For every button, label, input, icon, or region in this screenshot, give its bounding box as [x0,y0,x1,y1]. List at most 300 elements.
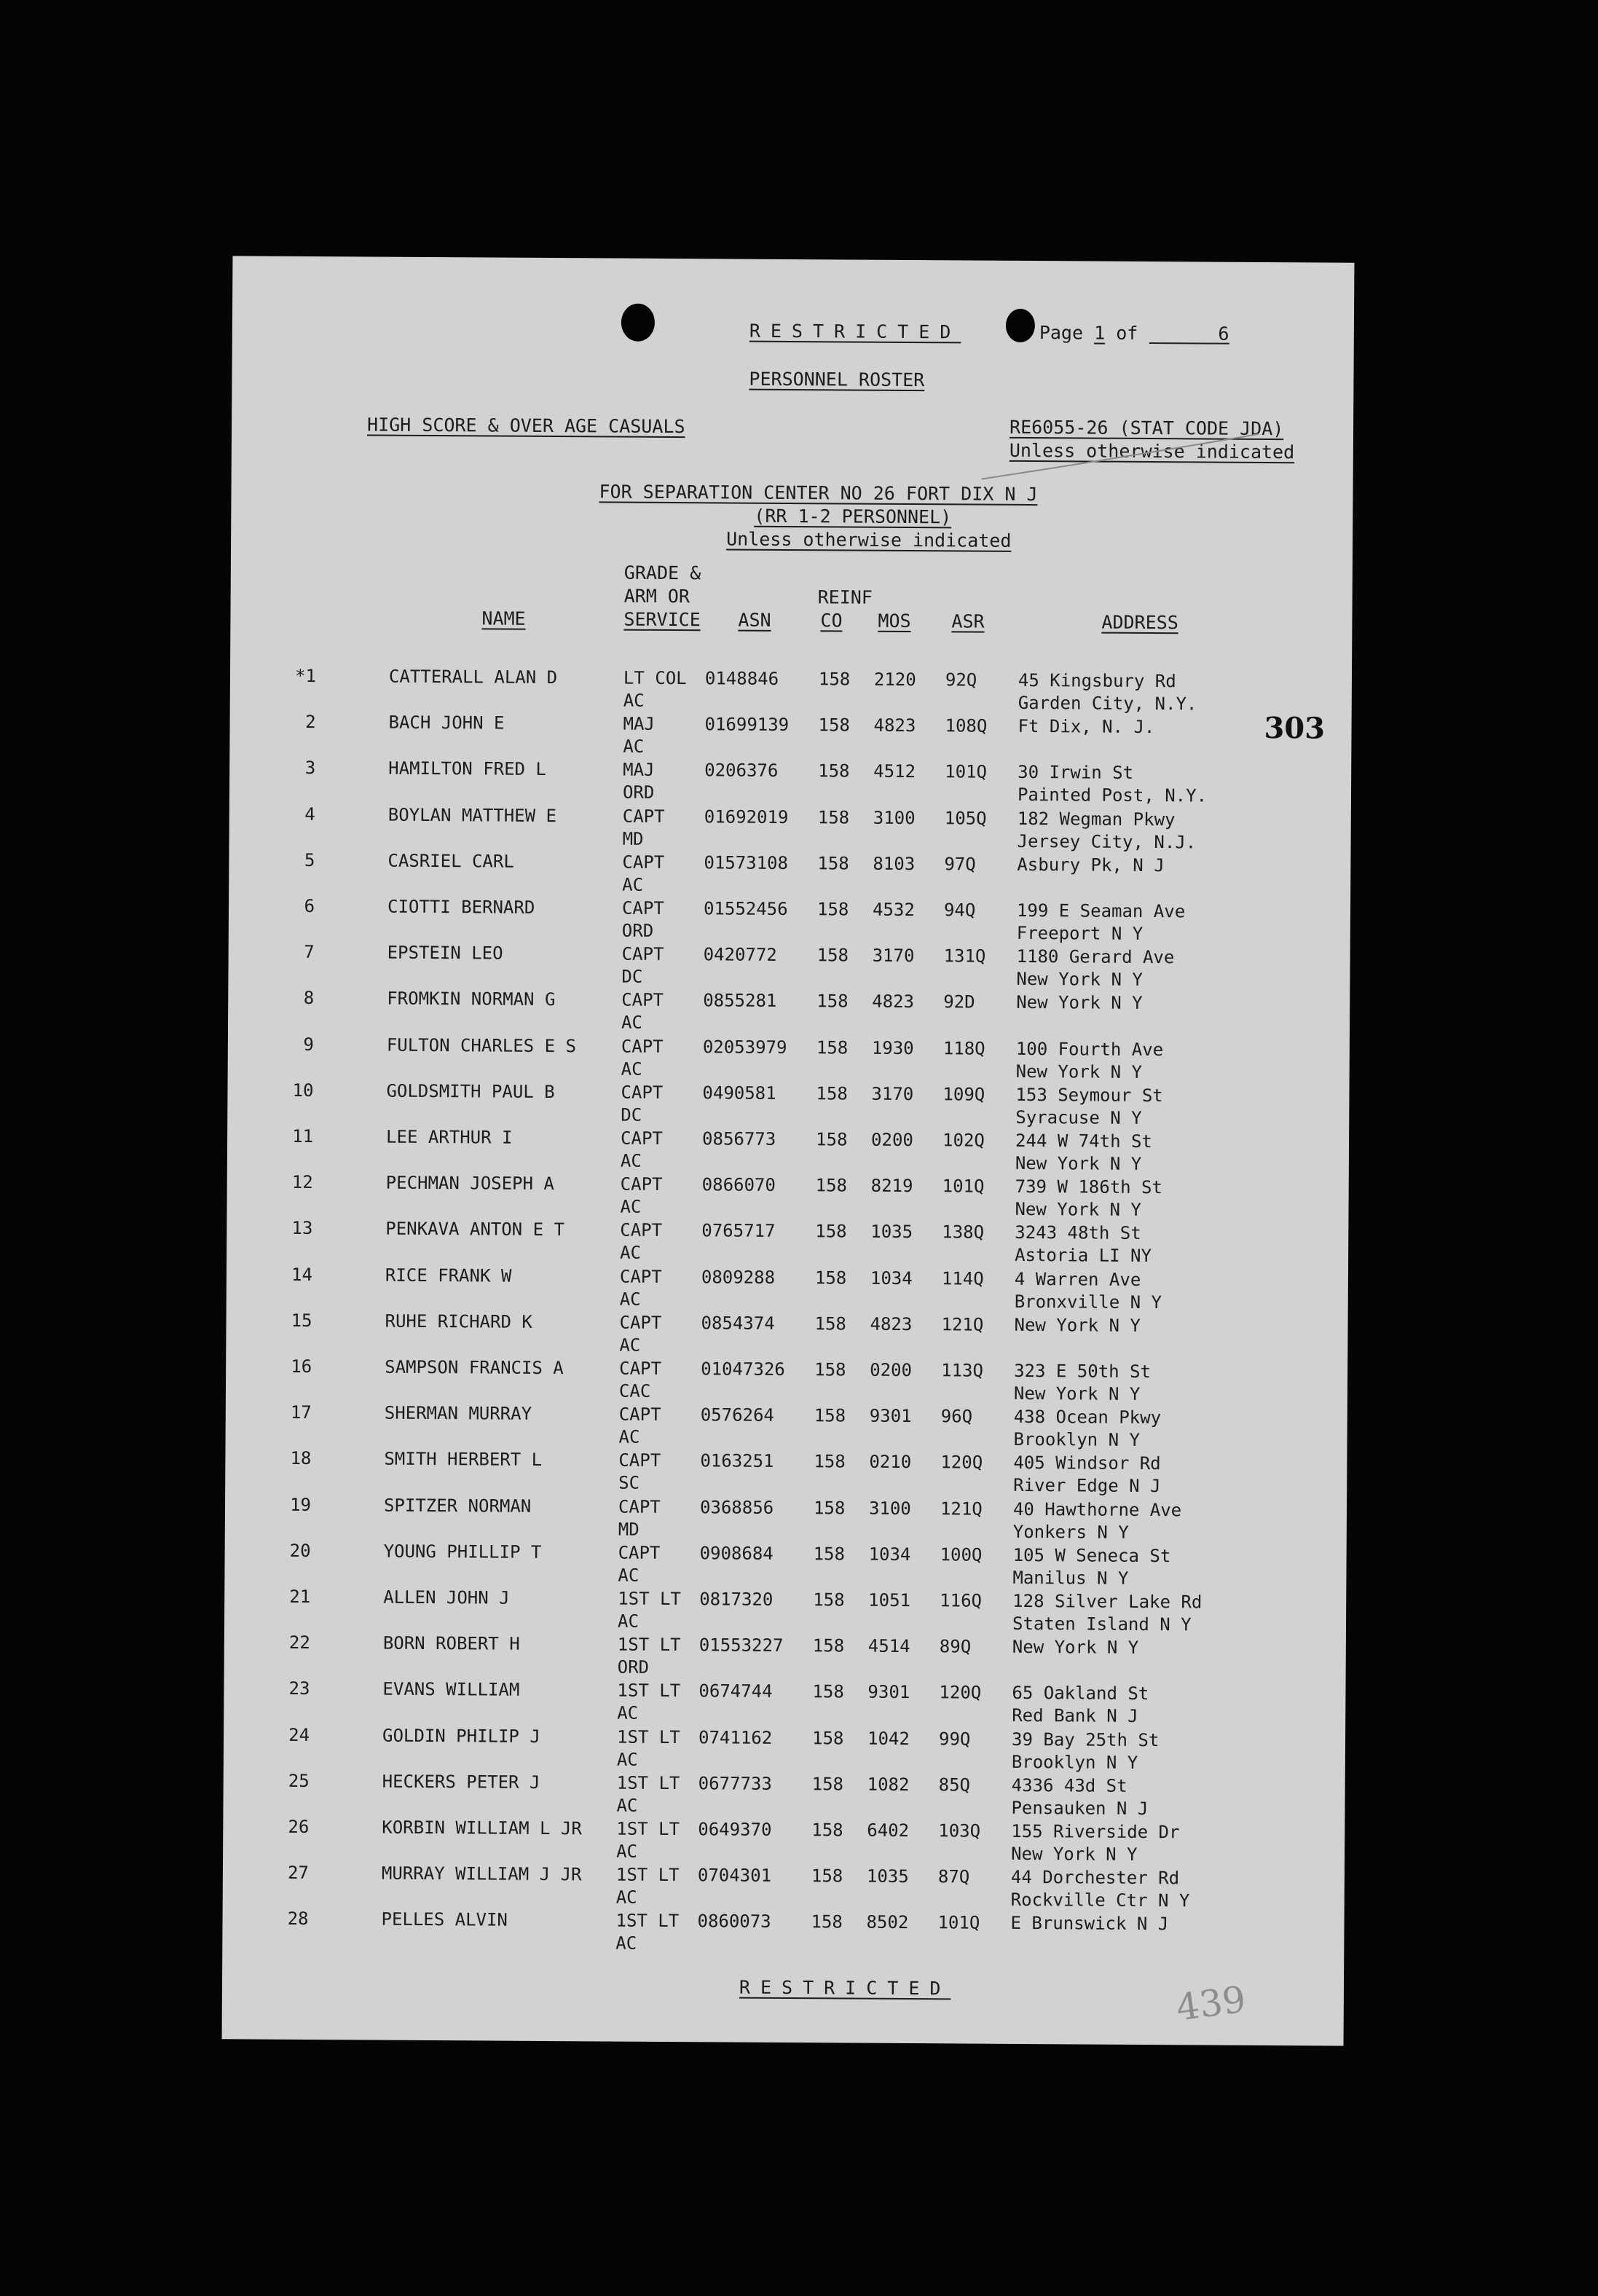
row-mos: 1034 [870,1267,913,1289]
row-address-line2: Painted Post, N.Y. [1017,785,1208,806]
row-mos: 4823 [870,1313,913,1334]
row-arm: AC [618,1565,639,1586]
row-name: ALLEN JOHN J [383,1587,510,1608]
row-address-line1: 739 W 186th St [1015,1176,1163,1198]
row-grade: CAPT [618,1404,661,1426]
row-asr: 92Q [945,669,977,691]
row-co: 158 [813,1544,846,1565]
row-asn: 0674744 [698,1680,773,1702]
row-co: 158 [811,1727,844,1749]
row-asr: 116Q [940,1590,983,1611]
row-arm: AC [619,1289,641,1310]
row-grade: CAPT [621,1082,664,1103]
row-number: 18 [290,1448,312,1469]
row-arm: AC [617,1702,639,1724]
roster-page [222,256,1355,2045]
row-mos: 8103 [873,853,916,874]
row-asn: 0809288 [701,1266,776,1288]
row-arm: AC [619,1334,641,1356]
row-mos: 0200 [871,1129,913,1151]
row-co: 158 [814,1451,846,1472]
page-number: 1 [1094,322,1106,344]
row-grade: MAJ [623,713,656,735]
row-asn: 01699139 [704,714,790,736]
row-co: 158 [816,1129,848,1150]
row-asr: 138Q [942,1222,985,1243]
row-asr: 99Q [938,1728,971,1750]
row-grade: LT COL [623,667,687,689]
row-number: 9 [303,1034,314,1055]
row-address-line1: 100 Fourth Ave [1015,1038,1164,1060]
row-number: 19 [290,1494,312,1515]
row-address-line2: New York N Y [1016,969,1143,991]
row-asn: 0817320 [699,1589,774,1610]
row-address-line1: 30 Irwin St [1018,762,1134,784]
row-address-line1: 4 Warren Ave [1014,1268,1141,1290]
row-address-line2: New York N Y [1013,1383,1141,1404]
row-arm: ORD [617,1656,650,1678]
row-address-line2: Rockville Ctr N Y [1010,1890,1190,1911]
row-name: EPSTEIN LEO [387,942,503,964]
punch-hole [1006,309,1035,342]
row-name: CASRIEL CARL [387,850,514,872]
row-name: YOUNG PHILLIP T [383,1541,542,1562]
row-grade: 1ST LT [615,1910,680,1932]
row-asr: 131Q [943,945,986,967]
row-name: PENKAVA ANTON E T [385,1219,565,1241]
row-asr: 85Q [938,1774,971,1796]
row-asr: 92D [943,991,975,1013]
col-mos: MOS [878,610,911,632]
row-grade: CAPT [619,1312,662,1333]
row-asr: 94Q [943,900,976,921]
row-arm: AC [621,1058,642,1080]
row-mos: 2120 [873,669,916,691]
row-co: 158 [811,1911,843,1933]
row-address-line2: Garden City, N.Y. [1018,692,1197,715]
unless-line: Unless otherwise indicated [726,528,1012,551]
row-grade: CAPT [620,1173,663,1195]
personnel-line: (RR 1-2 PERSONNEL) [754,505,952,528]
row-address-line1: 40 Hawthorne Ave [1012,1498,1182,1520]
row-co: 158 [811,1866,843,1887]
row-asn: 0148846 [704,668,779,689]
row-asr: 97Q [944,854,976,875]
row-address-line2: New York N Y [1015,1152,1142,1174]
row-number: 15 [291,1310,312,1331]
row-name: GOLDIN PHILIP J [382,1725,540,1747]
restricted-bottom: RESTRICTED [739,1976,951,2000]
row-grade: CAPT [622,852,665,873]
row-mos: 4823 [872,991,915,1013]
code-sub: Unless otherwise indicated [1009,439,1295,463]
col-reinf: REINF [817,586,873,608]
row-address-line1: 323 E 50th St [1014,1360,1152,1383]
row-asr: 114Q [941,1267,984,1289]
row-mos: 4532 [872,899,915,921]
row-address-line2: New York N Y [1015,1199,1141,1221]
row-asr: 101Q [937,1912,980,1934]
row-asr: 120Q [939,1682,982,1704]
row-address-line2: New York N Y [1015,1061,1143,1082]
row-mos: 0210 [869,1452,912,1473]
row-asn: 0866070 [701,1174,776,1196]
row-co: 158 [811,1820,843,1841]
row-address-line1: Ft Dix, N. J. [1018,716,1155,738]
row-address-line1: 45 Kingsbury Rd [1018,669,1176,692]
row-address-line2: Syracuse N Y [1015,1106,1142,1128]
row-name: RUHE RICHARD K [385,1310,532,1332]
row-address-line1: 39 Bay 25th St [1011,1729,1160,1750]
row-number: 24 [288,1724,310,1745]
row-asn: 0856773 [702,1128,776,1149]
row-address-line1: 405 Windsor Rd [1013,1452,1161,1474]
row-number: 26 [288,1816,310,1837]
row-arm: AC [616,1749,638,1770]
punch-hole [621,304,655,342]
row-address-line1: 155 Riverside Dr [1011,1820,1180,1843]
row-mos: 9301 [869,1405,912,1427]
row-name: MURRAY WILLIAM J JR [381,1863,582,1885]
col-grade-3: SERVICE [623,608,701,631]
row-mos: 3170 [872,945,915,967]
row-asn: 01692019 [704,806,789,827]
row-co: 158 [814,1405,846,1426]
col-name: NAME [481,608,526,629]
row-co: 158 [816,899,849,920]
row-number: 23 [288,1678,310,1699]
row-co: 158 [816,1083,848,1104]
row-address-line2: River Edge N J [1013,1475,1161,1497]
row-asr: 105Q [944,807,987,829]
row-address-line1: 153 Seymour St [1015,1084,1163,1106]
row-co: 158 [812,1635,845,1656]
row-arm: AC [616,1841,638,1862]
row-address-line2: Manilus N Y [1012,1567,1129,1589]
row-co: 158 [812,1681,844,1702]
row-name: GOLDSMITH PAUL B [386,1080,555,1102]
row-address-line2: Pensauken N J [1011,1797,1149,1819]
col-grade-1: GRADE & [623,562,701,584]
row-mos: 0200 [870,1359,913,1381]
row-number: 17 [290,1402,312,1423]
row-address-line1: 438 Ocean Pkwy [1013,1407,1162,1428]
row-grade: 1ST LT [618,1588,682,1610]
row-number: 7 [304,942,315,963]
row-grade: 1ST LT [617,1634,681,1656]
row-address-line1: New York N Y [1012,1637,1139,1659]
page-of: of [1116,322,1138,344]
row-asr: 121Q [941,1314,984,1335]
row-address-line2: Bronxville N Y [1014,1291,1162,1313]
col-grade [623,562,701,632]
row-asr: 120Q [940,1452,983,1474]
row-co: 158 [815,1221,847,1242]
row-name: FULTON CHARLES E S [386,1034,577,1056]
row-asr: 103Q [938,1820,981,1841]
row-asn: 0490581 [702,1082,776,1104]
row-address-line2: Jersey City, N.J. [1017,830,1197,853]
row-asr: 102Q [942,1130,985,1151]
row-mos: 4514 [867,1635,910,1657]
row-arm: AC [616,1795,638,1816]
row-name: SMITH HERBERT L [384,1449,543,1471]
row-address-line2: Brooklyn N Y [1011,1751,1138,1773]
pencil-number: 439 [1173,1978,1248,2029]
row-grade: 1ST LT [615,1864,680,1886]
row-arm: AC [622,874,644,895]
row-asr: 87Q [937,1866,970,1887]
row-address-line1: 4336 43d St [1011,1774,1127,1796]
row-co: 158 [816,945,849,966]
left-title: HIGH SCORE & OVER AGE CASUALS [366,414,685,438]
row-mos: 1034 [868,1544,911,1565]
row-name: PELLES ALVIN [381,1908,508,1931]
row-asn: 0704301 [697,1865,772,1887]
row-name: LEE ARTHUR I [386,1126,513,1148]
row-number: 27 [287,1863,310,1884]
page-label: Page [1039,322,1084,344]
page-total: 6 [1149,324,1229,345]
row-asr: 100Q [940,1544,983,1565]
row-asr: 101Q [945,761,988,783]
row-asn: 0855281 [703,990,777,1012]
row-address-line2: Brooklyn N Y [1013,1429,1141,1451]
row-address-line1: Asbury Pk, N J [1017,854,1165,876]
row-co: 158 [814,1313,846,1334]
row-name: CIOTTI BERNARD [387,896,535,918]
row-number: 5 [304,849,315,870]
row-address-line1: 199 E Seaman Ave [1016,900,1186,922]
row-address-line1: 182 Wegman Pkwy [1017,808,1176,830]
row-grade: CAPT [621,1036,664,1057]
row-address-line1: 105 W Seneca St [1012,1544,1171,1567]
row-asr: 89Q [939,1636,972,1657]
row-grade: CAPT [619,1358,662,1379]
row-co: 158 [813,1497,846,1519]
row-arm: AC [617,1611,639,1632]
row-name: HAMILTON FRED L [388,758,547,780]
row-asr: 109Q [942,1084,985,1105]
col-co: CO [820,610,843,632]
row-asr: 101Q [942,1176,985,1197]
row-address-line1: E Brunswick N J [1010,1913,1169,1935]
row-asn: 0649370 [698,1819,772,1840]
row-grade: 1ST LT [617,1680,681,1702]
row-grade: 1ST LT [616,1818,680,1840]
row-asn: 0368856 [699,1496,774,1518]
row-grade: CAPT [618,1450,661,1471]
row-asn: 0908684 [699,1543,774,1564]
separation-line: FOR SEPARATION CENTER NO 26 FORT DIX N J [599,481,1038,506]
row-asn: 0765717 [701,1220,776,1242]
row-address-line2: New York N Y [1011,1843,1138,1865]
row-asn: 01573108 [704,852,789,873]
row-arm: MD [622,828,644,849]
row-co: 158 [816,1037,849,1058]
row-name: CATTERALL ALAN D [388,666,558,688]
row-arm: ORD [622,782,655,803]
row-mos: 1930 [871,1037,914,1058]
row-asn: 02053979 [702,1036,787,1058]
row-number: 13 [291,1218,313,1239]
row-co: 158 [813,1589,845,1611]
row-name: BORN ROBERT H [382,1632,520,1654]
row-asn: 01553227 [698,1635,784,1656]
row-grade: CAPT [622,806,665,827]
row-address-line1: 1180 Gerard Ave [1016,946,1175,968]
row-arm: AC [621,1012,643,1034]
col-asn: ASN [738,609,771,631]
row-co: 158 [818,669,851,690]
row-arm: AC [615,1933,637,1954]
roster-title: PERSONNEL ROSTER [749,368,925,391]
row-grade: CAPT [621,1128,663,1149]
row-address-line2: Freeport N Y [1016,922,1144,944]
row-address-line1: 244 W 74th St [1015,1130,1153,1152]
pencil-curve [975,428,1266,488]
row-arm: AC [623,690,645,711]
row-mos: 8502 [866,1912,909,1933]
row-grade: CAPT [620,1219,663,1241]
page-indicator [1039,323,1229,345]
row-number: 22 [288,1632,310,1654]
row-address-line1: 65 Oakland St [1012,1683,1149,1705]
row-grade: 1ST LT [616,1772,680,1793]
row-arm: SC [618,1472,640,1494]
row-asn: 0677733 [698,1773,772,1794]
row-arm: AC [618,1426,640,1447]
row-name: PECHMAN JOSEPH A [385,1172,554,1195]
row-name: SAMPSON FRANCIS A [385,1356,564,1379]
row-mos: 1051 [868,1589,911,1611]
row-number: 21 [289,1586,311,1608]
row-co: 158 [814,1267,847,1289]
row-asr: 121Q [940,1498,983,1519]
row-address-line1: 3243 48th St [1015,1222,1141,1244]
row-name: SHERMAN MURRAY [384,1402,532,1425]
row-asn: 0576264 [700,1404,775,1426]
row-asn: 0741162 [698,1726,773,1748]
row-grade: CAPT [618,1496,661,1517]
row-mos: 1035 [870,1222,913,1243]
row-mos: 4823 [873,715,916,736]
row-co: 158 [818,760,850,782]
row-name: EVANS WILLIAM [382,1679,520,1701]
row-asr: 118Q [942,1037,985,1059]
row-asn: 01047326 [701,1359,785,1380]
col-grade-2: ARM OR [623,585,690,608]
row-asr: 96Q [940,1406,973,1427]
row-number: 20 [289,1540,311,1561]
row-name: HECKERS PETER J [382,1771,540,1793]
row-mos: 6402 [867,1820,910,1841]
row-name: BOYLAN MATTHEW E [387,804,557,826]
row-address-line1: New York N Y [1014,1314,1141,1336]
row-co: 158 [816,991,849,1012]
row-address-line2: Staten Island N Y [1012,1613,1192,1635]
row-number: 10 [292,1080,314,1101]
row-name: KORBIN WILLIAM L JR [382,1817,582,1839]
col-address: ADDRESS [1101,611,1178,634]
row-co: 158 [814,1359,846,1380]
row-asn: 01552456 [703,898,788,919]
row-grade: CAPT [621,897,664,919]
row-arm: ORD [621,920,654,941]
row-mos: 3100 [873,807,916,828]
row-mos: 3170 [871,1083,914,1104]
row-grade: CAPT [621,943,664,965]
row-number: 12 [291,1172,313,1193]
row-asn: 0206376 [704,760,779,782]
row-asr: 113Q [941,1360,984,1381]
row-mos: 8219 [870,1175,913,1197]
row-number: 6 [304,895,315,917]
row-name: BACH JOHN E [388,712,505,734]
col-asr: ASR [951,610,985,632]
row-number: 16 [291,1356,312,1377]
row-arm: AC [620,1150,642,1171]
row-arm: AC [620,1242,642,1264]
row-name: RICE FRANK W [385,1265,512,1286]
row-grade: MAJ [623,759,655,781]
row-arm: AC [620,1196,642,1217]
row-address-line2: Astoria LI NY [1015,1245,1152,1267]
row-arm: AC [623,736,645,757]
row-arm: CAC [618,1380,651,1401]
row-asn: 0854374 [701,1313,775,1334]
row-name: SPITZER NORMAN [383,1495,532,1517]
row-arm: DC [621,966,643,987]
row-address-line2: Red Bank N J [1012,1705,1138,1727]
row-arm: AC [615,1887,637,1908]
row-number: 11 [292,1125,314,1147]
row-co: 158 [811,1774,844,1795]
row-asr: 108Q [945,715,988,736]
row-co: 158 [818,715,851,736]
stamp-number: 303 [1264,710,1326,746]
row-address-line2: Yonkers N Y [1012,1521,1129,1543]
row-name: FROMKIN NORMAN G [387,988,556,1010]
row-number: 4 [304,803,315,825]
row-co: 158 [815,1175,848,1196]
row-grade: 1ST LT [616,1726,680,1747]
row-number: 3 [304,758,316,779]
row-mos: 1042 [867,1728,910,1749]
row-number: 8 [303,988,315,1009]
row-co: 158 [817,853,849,874]
row-asn: 0163251 [700,1450,774,1472]
row-number: 28 [287,1908,309,1930]
row-number: 14 [291,1264,313,1285]
row-mos: 3100 [868,1498,911,1519]
row-grade: CAPT [619,1266,662,1287]
row-grade: CAPT [618,1542,661,1563]
row-co: 158 [817,806,850,828]
row-number: *1 [294,665,317,687]
row-arm: MD [618,1519,639,1540]
row-number: 25 [288,1770,310,1791]
row-address-line1: New York N Y [1016,992,1143,1014]
row-number: 2 [305,712,316,733]
row-arm: DC [621,1104,642,1125]
row-grade: CAPT [621,989,664,1011]
row-mos: 9301 [867,1682,910,1703]
row-address-line1: 44 Dorchester Rd [1010,1867,1180,1889]
row-address-line1: 128 Silver Lake Rd [1012,1590,1203,1613]
restricted-top: RESTRICTED [749,320,961,343]
row-mos: 4512 [873,761,916,782]
